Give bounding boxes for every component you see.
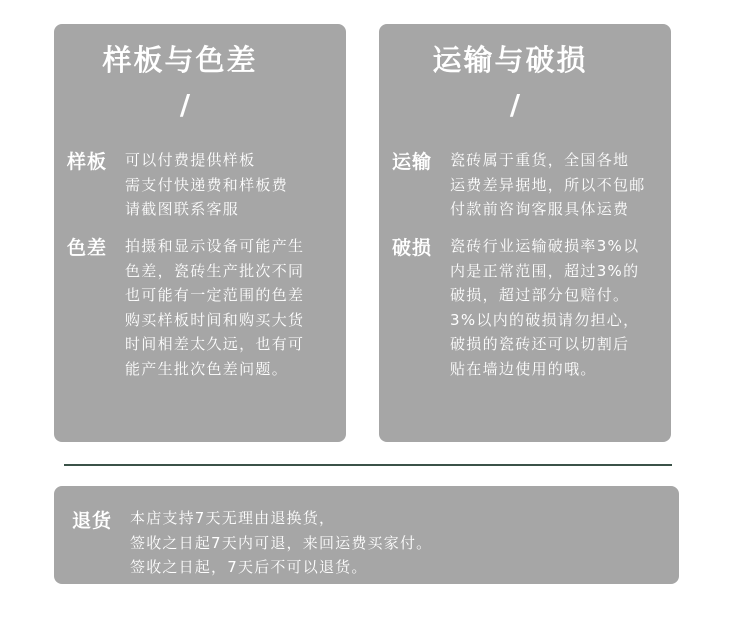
section-text xyxy=(450,148,665,222)
section-label: 破损 xyxy=(392,237,433,259)
section-text xyxy=(125,234,340,381)
text-line: 也可能有一定范围的色差 xyxy=(125,286,305,304)
text-line: 瓷砖行业运输破损率3%以 xyxy=(450,237,640,255)
section-text xyxy=(450,234,665,381)
divider xyxy=(64,464,672,466)
text-line: 能产生批次色差问题。 xyxy=(125,359,289,378)
section-label: 色差 xyxy=(67,237,108,259)
section-label: 运输 xyxy=(392,151,433,173)
card-title: 样板与色差 xyxy=(102,43,258,77)
text-line: 签收之日起，7天后不可以退货。 xyxy=(130,558,368,576)
shipping-damage-card xyxy=(379,24,671,442)
text-line: 时间相差太久远，也有可 xyxy=(125,335,305,353)
text-line: 付款前咨询客服具体运费 xyxy=(450,200,630,218)
title-slash: / xyxy=(179,88,191,121)
text-line: 拍摄和显示设备可能产生 xyxy=(125,237,305,255)
text-line: 请截图联系客服 xyxy=(125,200,240,218)
text-line: 购买样板时间和购买大货 xyxy=(125,310,305,329)
sample-color-card xyxy=(54,24,346,442)
section-text xyxy=(130,506,673,580)
section-label: 退货 xyxy=(72,510,113,532)
text-line: 可以付费提供样板 xyxy=(125,151,256,169)
title-slash: / xyxy=(509,88,521,121)
section-label: 样板 xyxy=(67,151,108,173)
text-line: 破损，超过部分包赔付。 xyxy=(450,286,630,304)
return-policy-card xyxy=(54,486,679,584)
text-line: 色差，瓷砖生产批次不同 xyxy=(125,261,305,280)
text-line: 贴在墙边使用的哦。 xyxy=(450,359,597,378)
text-line: 破损的瓷砖还可以切割后 xyxy=(450,335,630,353)
text-line: 内是正常范围，超过3%的 xyxy=(450,261,640,280)
text-line: 本店支持7天无理由退换货， xyxy=(130,509,336,527)
text-line: 瓷砖属于重货，全国各地 xyxy=(450,151,630,169)
card-title: 运输与破损 xyxy=(432,43,588,77)
text-line: 签收之日起7天内可退，来回运费买家付。 xyxy=(130,533,433,552)
section-text xyxy=(125,148,340,222)
text-line: 运费差异据地，所以不包邮 xyxy=(450,175,646,194)
text-line: 3%以内的破损请勿担心， xyxy=(450,310,640,329)
text-line: 需支付快递费和样板费 xyxy=(125,175,289,194)
